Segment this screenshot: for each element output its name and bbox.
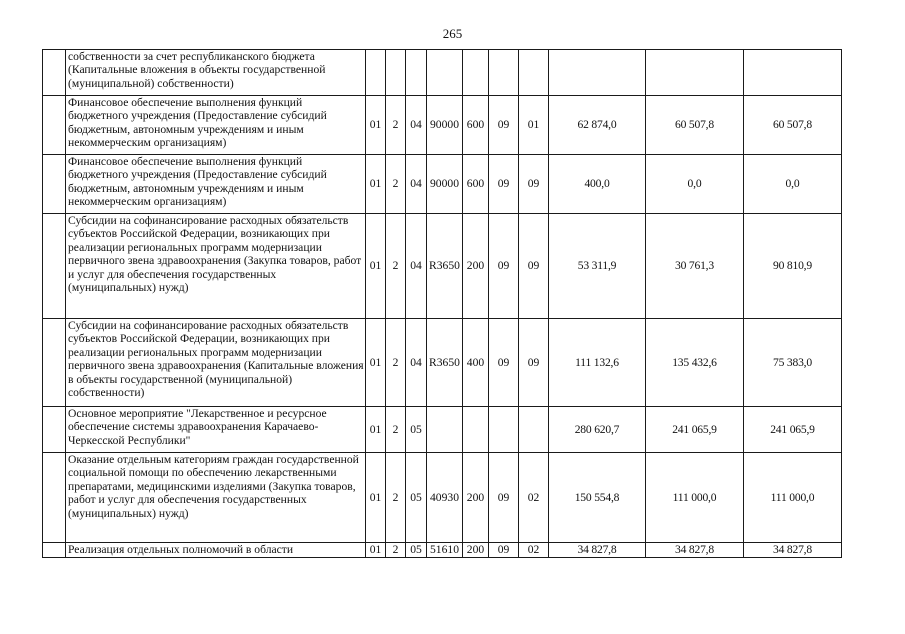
row-margin-cell <box>43 155 66 214</box>
row-margin-cell <box>43 407 66 453</box>
row-margin-cell <box>43 50 66 96</box>
row-margin-cell <box>43 319 66 407</box>
amount-year-3: 90 810,9 <box>744 214 842 319</box>
amount-year-2: 30 761,3 <box>646 214 744 319</box>
section-code: 09 <box>489 214 519 319</box>
section-code: 09 <box>489 96 519 155</box>
expense-type-code: 200 <box>463 214 489 319</box>
program-code: 01 <box>366 96 386 155</box>
activity-code: 04 <box>406 319 427 407</box>
table-row <box>43 407 842 453</box>
section-code <box>489 407 519 453</box>
section-code <box>489 50 519 96</box>
table-row <box>43 50 842 96</box>
amount-year-3: 0,0 <box>744 155 842 214</box>
direction-code: 90000 <box>427 155 463 214</box>
amount-year-2: 60 507,8 <box>646 96 744 155</box>
amount-year-1: 53 311,9 <box>549 214 646 319</box>
amount-year-2: 0,0 <box>646 155 744 214</box>
table-row <box>43 155 842 214</box>
activity-code: 05 <box>406 407 427 453</box>
table-row <box>43 96 842 155</box>
subsection-code <box>519 50 549 96</box>
amount-year-1: 280 620,7 <box>549 407 646 453</box>
amount-year-2: 135 432,6 <box>646 319 744 407</box>
amount-year-1: 400,0 <box>549 155 646 214</box>
row-description: Субсидии на софинансирование расходных обязательств субъектов Российской Федерации, возникающих при реализации региональных программ модернизации первичного звена здравоохранения (Закупка товаров, работ и услуг для обеспечения государственных (муниципальных) нужд) <box>66 214 366 319</box>
table-row <box>43 214 842 319</box>
expense-type-code: 200 <box>463 453 489 543</box>
row-description: собственности за счет республиканского бюджета (Капитальные вложения в объекты государственной (муниципальной) собственности) <box>66 50 366 96</box>
direction-code: R3650 <box>427 214 463 319</box>
subsection-code <box>519 407 549 453</box>
amount-year-2: 111 000,0 <box>646 453 744 543</box>
table-row <box>43 543 842 558</box>
section-code: 09 <box>489 543 519 558</box>
budget-table <box>42 49 842 558</box>
activity-code: 04 <box>406 155 427 214</box>
program-code <box>366 50 386 96</box>
direction-code <box>427 407 463 453</box>
program-code: 01 <box>366 319 386 407</box>
amount-year-3: 241 065,9 <box>744 407 842 453</box>
amount-year-1 <box>549 50 646 96</box>
activity-code: 05 <box>406 543 427 558</box>
subprogram-code: 2 <box>386 319 406 407</box>
subsection-code: 02 <box>519 453 549 543</box>
expense-type-code: 600 <box>463 155 489 214</box>
amount-year-3: 60 507,8 <box>744 96 842 155</box>
row-description: Субсидии на софинансирование расходных обязательств субъектов Российской Федерации, возникающих при реализации региональных программ модернизации первичного звена здравоохранения (Капитальные вложения в объекты государственной (муниципальной) собственности) <box>66 319 366 407</box>
table-row <box>43 453 842 543</box>
expense-type-code <box>463 50 489 96</box>
activity-code: 05 <box>406 453 427 543</box>
subsection-code: 02 <box>519 543 549 558</box>
subsection-code: 01 <box>519 96 549 155</box>
direction-code: 51610 <box>427 543 463 558</box>
amount-year-2: 34 827,8 <box>646 543 744 558</box>
subsection-code: 09 <box>519 214 549 319</box>
program-code: 01 <box>366 453 386 543</box>
table-row <box>43 319 842 407</box>
direction-code: 90000 <box>427 96 463 155</box>
program-code: 01 <box>366 543 386 558</box>
row-description: Финансовое обеспечение выполнения функций бюджетного учреждения (Предоставление субсидий бюджетным, автономным учреждениям и иным некоммерческим организациям) <box>66 155 366 214</box>
amount-year-3 <box>744 50 842 96</box>
section-code: 09 <box>489 319 519 407</box>
expense-type-code <box>463 407 489 453</box>
amount-year-1: 62 874,0 <box>549 96 646 155</box>
amount-year-2 <box>646 50 744 96</box>
subprogram-code: 2 <box>386 453 406 543</box>
amount-year-3: 75 383,0 <box>744 319 842 407</box>
row-description: Реализация отдельных полномочий в области <box>66 543 366 558</box>
activity-code: 04 <box>406 96 427 155</box>
expense-type-code: 400 <box>463 319 489 407</box>
row-description: Основное мероприятие "Лекарственное и ресурсное обеспечение системы здравоохранения Карачаево-Черкесской Республики" <box>66 407 366 453</box>
subprogram-code: 2 <box>386 214 406 319</box>
activity-code <box>406 50 427 96</box>
amount-year-1: 34 827,8 <box>549 543 646 558</box>
page-number: 265 <box>442 26 463 41</box>
subprogram-code: 2 <box>386 155 406 214</box>
expense-type-code: 200 <box>463 543 489 558</box>
row-margin-cell <box>43 543 66 558</box>
program-code: 01 <box>366 155 386 214</box>
amount-year-3: 34 827,8 <box>744 543 842 558</box>
subprogram-code <box>386 50 406 96</box>
row-margin-cell <box>43 214 66 319</box>
program-code: 01 <box>366 214 386 319</box>
subprogram-code: 2 <box>386 407 406 453</box>
direction-code: R3650 <box>427 319 463 407</box>
subprogram-code: 2 <box>386 96 406 155</box>
activity-code: 04 <box>406 214 427 319</box>
amount-year-1: 111 132,6 <box>549 319 646 407</box>
direction-code: 40930 <box>427 453 463 543</box>
direction-code <box>427 50 463 96</box>
row-description: Финансовое обеспечение выполнения функций бюджетного учреждения (Предоставление субсидий бюджетным, автономным учреждениям и иным некоммерческим организациям) <box>66 96 366 155</box>
amount-year-3: 111 000,0 <box>744 453 842 543</box>
row-margin-cell <box>43 453 66 543</box>
row-margin-cell <box>43 96 66 155</box>
subsection-code: 09 <box>519 155 549 214</box>
subsection-code: 09 <box>519 319 549 407</box>
section-code: 09 <box>489 155 519 214</box>
section-code: 09 <box>489 453 519 543</box>
subprogram-code: 2 <box>386 543 406 558</box>
program-code: 01 <box>366 407 386 453</box>
amount-year-2: 241 065,9 <box>646 407 744 453</box>
expense-type-code: 600 <box>463 96 489 155</box>
row-description: Оказание отдельным категориям граждан государственной социальной помощи по обеспечению лекарственными препаратами, медицинскими изделиями (Закупка товаров, работ и услуг для обеспечения государственных (муниципальных) нужд) <box>66 453 366 543</box>
amount-year-1: 150 554,8 <box>549 453 646 543</box>
